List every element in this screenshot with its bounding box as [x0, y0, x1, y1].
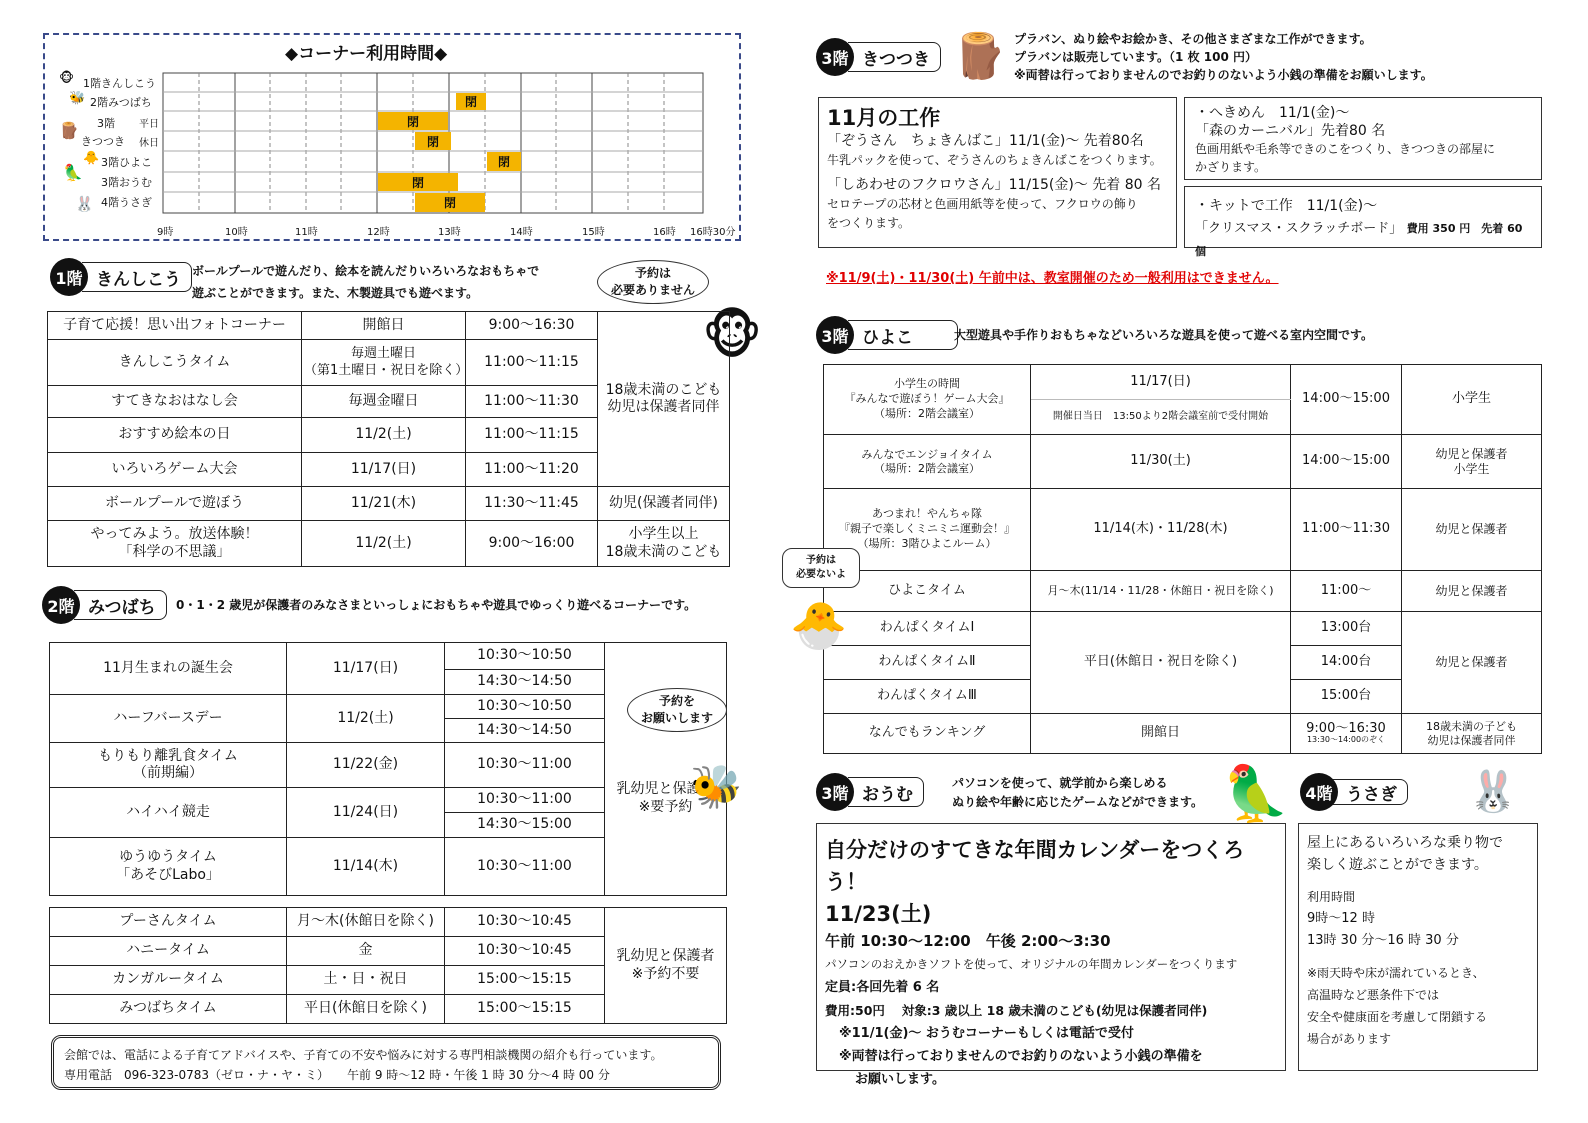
- floor-number: 3階: [816, 316, 854, 354]
- event-time: 11:00～: [1291, 571, 1402, 612]
- row-label: 3階ひよこ: [101, 156, 152, 169]
- event-date: 11/2(土): [287, 695, 445, 743]
- usagi-desc: 楽しく遊ぶことができます。: [1307, 857, 1488, 873]
- hiyoko-header: [816, 316, 958, 354]
- event-name: おすすめ絵本の日: [48, 418, 302, 453]
- event-target: 幼児と保護者: [1402, 571, 1542, 612]
- craft-desc: 色画用紙や毛糸等できのこをつくり、きつつきの部屋に: [1195, 142, 1496, 156]
- event-time: 14:30～14:50: [445, 670, 605, 695]
- event-name: わんぱくタイムⅡ: [824, 646, 1031, 680]
- time-label: 13時: [438, 227, 461, 238]
- hiyoko-table: [823, 364, 1542, 754]
- event-time: 10:30～11:00: [445, 838, 605, 896]
- event-name: ハニータイム: [50, 937, 287, 966]
- event-date: 11/17(日): [1031, 365, 1291, 400]
- event-date: 毎週金曜日: [302, 386, 466, 418]
- row-label: 平日: [139, 119, 159, 130]
- event-time: 11:00～11:20: [466, 453, 598, 487]
- event-time: 10:30～10:45: [445, 908, 605, 937]
- floor1-desc: ボールプールで遊んだり、絵本を読んだりいろいろなおもちゃで: [192, 264, 540, 278]
- craft-desc: をつくります。: [827, 216, 911, 230]
- event-name: カンガルータイム: [50, 966, 287, 995]
- craft-desc: 牛乳パックを使って、ぞうさんのちょきんばこをつくります。: [827, 153, 1162, 167]
- event-note: ※11/1(金)～ おうむコーナーもしくは電話で受付: [839, 1026, 1134, 1041]
- craft-item: 「ぞうさん ちょきんばこ」11/1(金)～ 先着80名: [827, 133, 1144, 149]
- kitsutsuki-desc: ※両替は行っておりませんのでお釣りのないよう小銭の準備をお願いします。: [1014, 68, 1433, 82]
- event-date: 金: [287, 937, 445, 966]
- craft-desc: セロテープの芯材と色画用紙等を使って、フクロウの飾り: [827, 197, 1138, 211]
- event-note: 開催日当日 13:50より2階会議室前で受付開始: [1031, 400, 1291, 435]
- corner-name: おうむ: [848, 777, 924, 807]
- craft-item: ・へきめん 11/1(金)～: [1195, 105, 1350, 121]
- kit-craft-box: [1184, 186, 1542, 258]
- hours-value: 9時～12 時: [1307, 911, 1375, 926]
- event-time: 13:00台: [1291, 612, 1402, 646]
- event-time: 15:00台: [1291, 680, 1402, 714]
- event-date: 開館日: [1031, 714, 1291, 754]
- time-label: 12時: [367, 227, 390, 238]
- usagi-note: 安全や健康面を考慮して閉鎖する: [1307, 1010, 1488, 1024]
- craft-box: [818, 97, 1177, 248]
- time-label: 9時: [157, 227, 174, 238]
- event-name: ゆうゆうタイム 「あそびLabo」: [50, 838, 287, 896]
- schedule-chart: [43, 33, 741, 241]
- event-name: すてきなおはなし会: [48, 386, 302, 418]
- oumu-desc: パソコンを使って、就学前から楽しめる: [952, 776, 1168, 790]
- event-name: ボールプールで遊ぼう: [48, 487, 302, 521]
- oumu-desc: ぬり絵や年齢に応じたゲームなどができます。: [952, 795, 1204, 809]
- time-label: 10時: [225, 227, 248, 238]
- event-name: わんぱくタイムⅠ: [824, 612, 1031, 646]
- event-date: 開館日: [302, 312, 466, 340]
- reservation-bubble: 予約を お願いします: [627, 688, 727, 732]
- event-target: 18歳未満のこども 幼児は保護者同伴: [598, 312, 730, 487]
- wall-craft-box: [1184, 97, 1542, 180]
- event-name: 小学生の時間 『みんなで遊ぼう！ゲーム大会』 （場所：2階会議室）: [824, 365, 1031, 435]
- floor1-table: [47, 311, 730, 567]
- corner-name: きんしこう: [82, 262, 192, 292]
- craft-item: 「森のカーニバル」先着80 名: [1195, 123, 1386, 139]
- calendar-event-box: [816, 823, 1286, 1087]
- kitsutsuki-desc: プラバンは販売しています。（1 枚 100 円）: [1014, 50, 1257, 64]
- closed-bar: 閉: [378, 112, 448, 130]
- time-label: 16時: [653, 227, 676, 238]
- usagi-header: [1300, 773, 1408, 811]
- rooftop-box: [1298, 823, 1538, 1071]
- event-time: 11:30～11:45: [466, 487, 598, 521]
- event-date: 11/24(日): [287, 788, 445, 838]
- event-date: 11/17(日): [287, 643, 445, 695]
- time-label: 14時: [510, 227, 533, 238]
- closed-bar: 閉: [378, 173, 458, 191]
- corner-name: きつつき: [848, 42, 941, 72]
- monkey-mascot-icon: 🐵: [702, 306, 763, 366]
- event-time: 14:00～15:00: [1291, 365, 1402, 435]
- event-date: 平日(休館日を除く): [287, 995, 445, 1024]
- time-label: 11時: [295, 227, 318, 238]
- event-target: 幼児と保護者 小学生: [1402, 435, 1542, 489]
- event-time: 10:30～10:50: [445, 695, 605, 719]
- event-date: 11/2(土): [302, 418, 466, 453]
- event-time: 10:30～10:50: [445, 643, 605, 670]
- event-date: 月～木(11/14・11/28・休館日・祝日を除く): [1031, 571, 1291, 612]
- parrot-mascot-icon: 🦜: [1222, 762, 1290, 825]
- event-target: 幼児と保護者: [1402, 489, 1542, 571]
- event-time: 10:30～10:45: [445, 937, 605, 966]
- row-label: 休日: [139, 138, 159, 149]
- row-label: 4階うさぎ: [101, 196, 152, 209]
- event-time: 14:00～15:00: [1291, 435, 1402, 489]
- event-time: 15:00～15:15: [445, 966, 605, 995]
- floor2-desc: 0・1・2 歳児が保護者のみなさまといっしょにおもちゃや遊具でゆっくり遊べるコーナーです。: [176, 598, 697, 612]
- closure-notice: ※11/9(土)・11/30(土) 午前中は、教室開催のため一般利用はできません。: [826, 271, 1279, 286]
- craft-price: 費用 350 円 先着 60 個: [1195, 222, 1523, 258]
- closed-bar: 閉: [456, 93, 486, 110]
- footer-box: [51, 1035, 721, 1090]
- usagi-note: ※雨天時や床が濡れているとき、: [1307, 966, 1485, 980]
- event-date: 毎週土曜日 （第1土曜日・祝日を除く）: [302, 340, 466, 386]
- bee-mascot-icon: 🐝: [690, 762, 743, 811]
- hours-value: 13時 30 分～16 時 30 分: [1307, 933, 1459, 948]
- event-name: みんなでエンジョイタイム （場所：2階会議室）: [824, 435, 1031, 489]
- event-fee: 費用:50円 対象:3 歳以上 18 歳未満のこども(幼児は保護者同伴): [825, 1003, 1208, 1018]
- usagi-note: 高温時など悪条件下では: [1307, 988, 1440, 1002]
- floor1-header: [50, 258, 192, 296]
- event-target: 幼児(保護者同伴): [598, 487, 730, 521]
- event-name: きんしこうタイム: [48, 340, 302, 386]
- event-target: 幼児と保護者: [1402, 612, 1542, 714]
- floor1-desc: 遊ぶことができます。また、木製遊具でも遊べます。: [192, 286, 479, 300]
- event-time: 9:00～16:00: [466, 521, 598, 567]
- event-headline: 自分だけのすてきな年間カレンダーをつくろう！: [825, 838, 1245, 894]
- event-time-main: 9:00～16:30: [1306, 721, 1386, 737]
- reservation-bubble: 予約は 必要ないよ: [782, 548, 860, 588]
- usagi-note: 場合があります: [1307, 1032, 1392, 1046]
- event-time-note: 13:30～14:00のぞく: [1306, 735, 1386, 745]
- corner-name: みつばち: [74, 590, 167, 620]
- craft-item: 「クリスマス・スクラッチボード」: [1195, 221, 1403, 236]
- event-time: 10:30～11:00: [445, 743, 605, 788]
- rabbit-icon: 🐰: [75, 195, 94, 213]
- event-target: 小学生: [1402, 365, 1542, 435]
- event-desc: パソコンのおえかきソフトを使って、オリジナルの年間カレンダーをつくります: [825, 957, 1238, 971]
- event-name: 子育て応援！思い出フォトコーナー: [48, 312, 302, 340]
- schedule-title: ◆コーナー利用時間◆: [285, 44, 448, 64]
- event-capacity: 定員:各回先着 6 名: [825, 980, 940, 995]
- event-date: 11/14(木): [287, 838, 445, 896]
- floor-number: 3階: [816, 38, 854, 76]
- corner-name: うさぎ: [1332, 779, 1408, 805]
- event-target: 乳幼児と保護者 ※要予約: [605, 643, 727, 896]
- event-time: [1291, 714, 1402, 754]
- craft-title: 11月の工作: [827, 106, 941, 130]
- event-name: ひよこタイム: [824, 571, 1031, 612]
- floor2-table2: [49, 907, 727, 1024]
- time-label: 16時30分: [690, 227, 736, 238]
- closed-bar: 閉: [415, 193, 485, 212]
- event-time: 11:00～11:15: [466, 418, 598, 453]
- event-name: みつばちタイム: [50, 995, 287, 1024]
- event-name: やってみよう。放送体験！ 「科学の不思議」: [48, 521, 302, 567]
- rabbit-mascot-icon: 🐰: [1468, 769, 1518, 815]
- event-time: 9:00～16:30: [466, 312, 598, 340]
- event-name: 11月生まれの誕生会: [50, 643, 287, 695]
- event-target: 18歳未満の子ども 幼児は保護者同伴: [1402, 714, 1542, 754]
- row-label: 1階きんしこう: [83, 77, 156, 90]
- craft-desc: かざります。: [1195, 160, 1267, 174]
- floor-number: 1階: [50, 258, 88, 296]
- reservation-bubble: 予約は 必要ありません: [597, 260, 709, 304]
- kitsutsuki-desc: プラバン、ぬり絵やお絵かき、その他さまざまな工作ができます。: [1014, 32, 1372, 46]
- event-time: 午前 10:30～12:00 午後 2:00～3:30: [825, 932, 1111, 950]
- event-name: わんぱくタイムⅢ: [824, 680, 1031, 714]
- event-name: なんでもランキング: [824, 714, 1031, 754]
- hiyoko-desc: 大型遊具や手作りおもちゃなどいろいろな遊具を使って遊べる室内空間です。: [954, 328, 1374, 342]
- event-date: 11/23(土): [825, 902, 932, 926]
- event-date: 11/2(土): [302, 521, 466, 567]
- closed-bar: 閉: [487, 152, 521, 171]
- event-time: 10:30～11:00: [445, 788, 605, 813]
- corner-name: ひよこ: [848, 320, 958, 350]
- event-name: あつまれ！やんちゃ隊 『親子で楽しくミニミニ運動会！』 （場所：3階ひよこルーム）: [824, 489, 1031, 571]
- woodpecker-icon: 🪵: [59, 121, 79, 140]
- floor2-table: [49, 642, 727, 896]
- floor-number: 3階: [816, 773, 854, 811]
- monkey-icon: 🐵: [59, 71, 75, 86]
- row-label: きつつき: [81, 135, 125, 148]
- event-date: 11/21(木): [302, 487, 466, 521]
- woodpecker-icon: 🪵: [952, 31, 1007, 82]
- footer-phone: 専用電話 096-323-0783（ゼロ・ナ・ヤ・ミ） 午前 9 時～12 時・午後 1 時 30 分～4 時 00 分: [64, 1068, 610, 1082]
- event-target: 小学生以上 18歳未満のこども: [598, 521, 730, 567]
- event-date: 11/17(日): [302, 453, 466, 487]
- event-time: 11:00～11:30: [466, 386, 598, 418]
- floor-number: 4階: [1300, 773, 1338, 811]
- floor2-header: [42, 586, 167, 624]
- event-name: プーさんタイム: [50, 908, 287, 937]
- chick-icon: 🐥: [83, 151, 100, 166]
- closed-bar: 閉: [415, 132, 451, 150]
- event-date: 月～木(休館日を除く): [287, 908, 445, 937]
- event-time: 11:00～11:30: [1291, 489, 1402, 571]
- event-time: 15:00～15:15: [445, 995, 605, 1024]
- bee-icon: 🐝: [69, 91, 86, 106]
- craft-item: ・キットで工作 11/1(金)～: [1195, 198, 1378, 214]
- parrot-icon: 🦜: [63, 163, 83, 182]
- event-time: 14:30～15:00: [445, 813, 605, 838]
- floor-number: 2階: [42, 586, 80, 624]
- event-name: もりもり離乳食タイム （前期編）: [50, 743, 287, 788]
- row-label: 3階おうむ: [101, 176, 152, 189]
- hours-label: 利用時間: [1307, 890, 1356, 904]
- kitsutsuki-header: [816, 38, 941, 76]
- craft-item: 「しあわせのフクロウさん」11/15(金)～ 先着 80 名: [827, 177, 1162, 193]
- row-label: 3階: [97, 117, 115, 130]
- event-time: 11:00～11:15: [466, 340, 598, 386]
- event-date: 土・日・祝日: [287, 966, 445, 995]
- event-date: 11/14(木)・11/28(木): [1031, 489, 1291, 571]
- event-date: 平日(休館日・祝日を除く): [1031, 612, 1291, 714]
- event-date: 11/30(土): [1031, 435, 1291, 489]
- oumu-header: [816, 773, 924, 811]
- event-target: 乳幼児と保護者 ※予約不要: [605, 908, 727, 1024]
- row-label: 2階みつばち: [90, 96, 152, 109]
- event-name: いろいろゲーム大会: [48, 453, 302, 487]
- time-label: 15時: [582, 227, 605, 238]
- event-note: お願いします。: [855, 1072, 945, 1087]
- chick-mascot-icon: 🐣: [790, 598, 848, 652]
- usagi-desc: 屋上にあるいろいろな乗り物で: [1307, 835, 1503, 851]
- footer-text: 会館では、電話による子育てアドバイスや、子育ての不安や悩みに対する専門相談機関の紹介も行っています。: [64, 1048, 663, 1062]
- event-name: ハイハイ競走: [50, 788, 287, 838]
- event-date: 11/22(金): [287, 743, 445, 788]
- event-note: ※両替は行っておりませんのでお釣りのないよう小銭の準備を: [839, 1049, 1203, 1064]
- event-name: ハーフバースデー: [50, 695, 287, 743]
- event-time: 14:00台: [1291, 646, 1402, 680]
- event-time: 14:30～14:50: [445, 719, 605, 743]
